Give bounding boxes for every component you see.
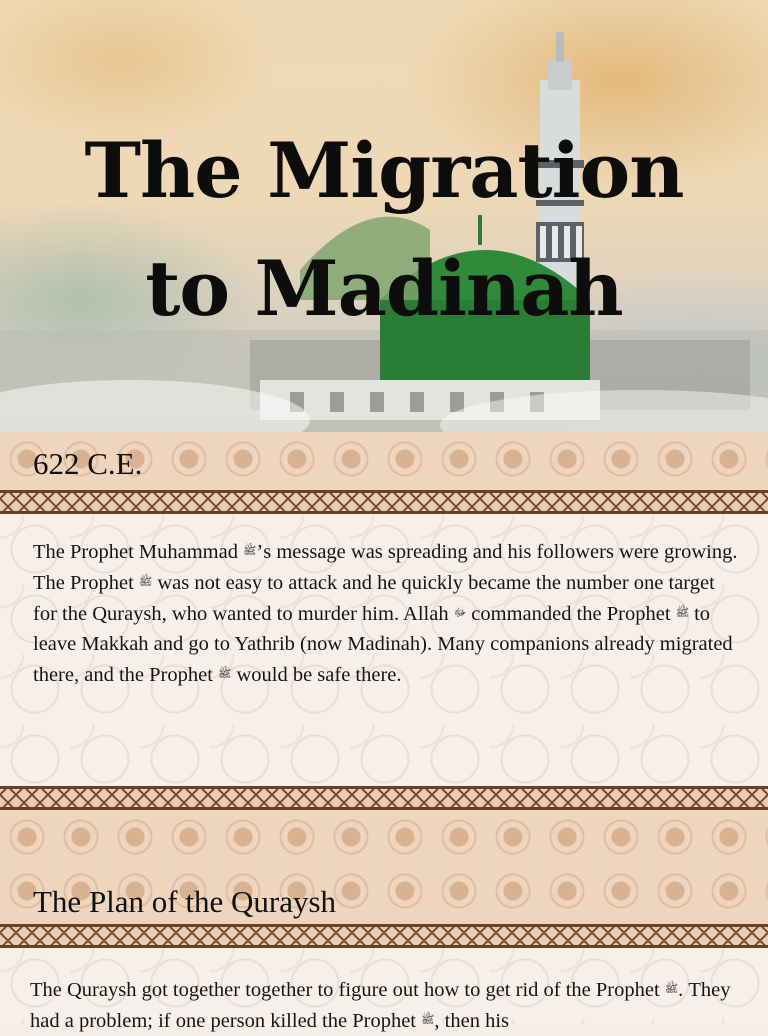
ornamental-border (0, 924, 768, 948)
title-line-1: The Migration (84, 126, 684, 215)
section-paragraph-622: The Prophet Muhammad ﷺ’s message was spreading and his followers were growing. The Prophet ﷺ was not easy to attack and he quickly became the number one target for the Quraysh, who wanted to murder him. Allah ﷻ commanded the Prophet ﷺ to leave Makkah and go to Yathrib (now Madinah). Many companions already migrated there, and the Prophet ﷺ would be safe there. (33, 541, 738, 686)
section-header-band (0, 810, 768, 924)
ornamental-border (0, 490, 768, 514)
honorific-icon: ﷻ (453, 606, 467, 620)
title-line-2: to Madinah (145, 244, 623, 333)
section-header-band (0, 432, 768, 490)
honorific-icon: ﷺ (664, 982, 679, 995)
section-paragraph-plan: The Quraysh got together together to figure out how to get rid of the Prophet ﷺ. They had a problem; if one person killed the Prophet ﷺ, then his (30, 979, 731, 1033)
hero-banner (0, 0, 768, 432)
page-title (0, 112, 768, 348)
section-body-panel (0, 948, 768, 1033)
ornamental-border (0, 786, 768, 810)
honorific-icon: ﷺ (218, 666, 232, 680)
honorific-icon: ﷺ (675, 606, 689, 620)
honorific-icon: ﷺ (421, 1013, 435, 1027)
honorific-icon: ﷺ (138, 575, 153, 589)
honorific-icon: ﷺ (243, 544, 257, 557)
section-heading-622: 622 C.E. (33, 446, 143, 481)
section-body-panel (0, 514, 768, 786)
section-heading-plan: The Plan of the Quraysh (33, 884, 337, 919)
